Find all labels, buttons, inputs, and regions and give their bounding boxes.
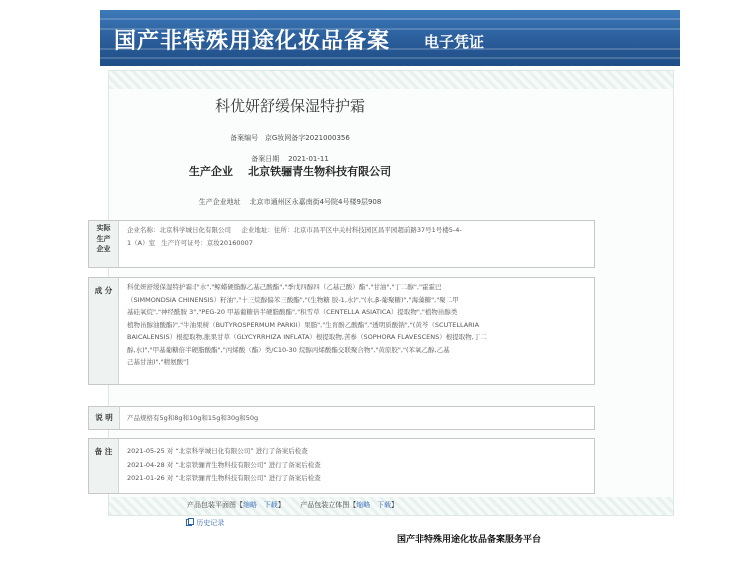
producer-address-label: 生产企业地址 [198, 198, 241, 206]
history-icon [186, 518, 194, 526]
company-address-line1: 住所：北京市昌平区中关村科技园区昌平园超前路37号1号楼5-4- [273, 226, 462, 234]
flat-package-label: 产品包装平面图 [187, 501, 236, 509]
record-date-value: 2021-01-11 [288, 155, 329, 163]
remark-entry: 2021-05-25 对 “北京科学城日化有限公司” 进行了备案后检查 [127, 447, 308, 455]
history-label[interactable]: 历史记录 [196, 519, 225, 527]
company-name-label: 企业名称： [127, 226, 160, 234]
producer-label: 生产企业 [188, 165, 233, 178]
decorative-band-top [109, 71, 673, 89]
remark-entry: 2021-01-26 对 “北京铁骊青生物科技有限公司” 进行了备案后检查 [127, 474, 321, 482]
flat-thumbnail-link[interactable]: 缩略 [243, 501, 257, 509]
ingredients-line: 基硅氧烷","神经酰胺 3","PEG-20 甲基葡糖倍半硬脂酸酯","积雪草（CENTELLA ASIATICA）提取物","植物甾醇类 [127, 308, 458, 316]
producer-name: 北京铁骊青生物科技有限公司 [248, 165, 392, 178]
producer-address-value: 北京市通州区永嘉南街4号院4号楼9层908 [249, 198, 382, 206]
company-address-label: 企业地址： [241, 226, 274, 234]
actual-producer-details [127, 224, 588, 250]
actual-producer-label: 实际 生产 企业 [89, 221, 119, 267]
solid-download-link[interactable]: 下载 [376, 501, 391, 509]
record-number-label: 备案编号 [230, 134, 259, 142]
producer-line [0, 163, 580, 179]
ingredients-line: 植物甾醇油酸酯)","牛油果树（BUTYROSPERMUM PARKII）果脂","生育酚乙酸酯","透明质酸钠","(黄芩（SCUTELLARIA [127, 320, 480, 329]
history-link[interactable] [186, 518, 224, 528]
record-date-label: 备案日期 [251, 155, 280, 163]
actual-producer-box [88, 220, 595, 268]
platform-name: 国产非特殊用途化妆品备案服务平台 [397, 535, 542, 545]
company-name: 北京科学城日化有限公司 [159, 226, 231, 234]
producer-address [0, 197, 580, 207]
ingredients-line: 科优妍舒缓保湿特护霜:["水","鲸蜡硬脂醇乙基己酸酯","季戊四醇四（乙基己酸）酯","甘油","丁二醇","霍霍巴 [127, 283, 442, 291]
ingredients-line: 己基甘油)","精氨酸"] [127, 358, 189, 366]
ingredients-line: BAICALENSIS）根提取物,胀果甘草（GLYCYRRHIZA INFLATA）根提取物,苦参（SOPHORA FLAVESCENS）根提取物,丁二 [127, 333, 487, 341]
remarks-list [127, 445, 588, 486]
ingredients-label: 成 分 [89, 278, 119, 384]
remark-entry: 2021-04-28 对 “北京铁骊青生物科技有限公司” 进行了备案后检查 [127, 460, 321, 469]
record-number-value: 京G妆网备字2021000356 [264, 134, 350, 142]
ingredients-box [88, 277, 595, 385]
description-label: 说 明 [89, 407, 120, 429]
description-box [88, 406, 595, 430]
ingredients-line: 醇,水)","甲基葡糖倍半硬脂酸酯","丙烯酸（酯）类/C10-30 烷醇丙烯酸酯交联聚合物","黄原胶","(苯氧乙醇,乙基 [127, 345, 450, 354]
record-number [0, 133, 580, 143]
license-number: 京妆20160007 [206, 239, 253, 247]
package-images-row: 产品包装平面图【缩略 下载】 产品包装立体图【缩略 下载】 [187, 501, 398, 509]
remarks-label: 备 注 [89, 439, 119, 493]
ingredients-line: （SIMMONDSIA CHINENSIS）籽油","十三烷醇偏苯三酸酯","(生物糖 胶-1,水)","(水,β-葡聚糖)","海藻糖","聚二甲 [127, 295, 459, 304]
remarks-box [88, 438, 595, 494]
banner-subtitle: 电子凭证 [424, 33, 485, 51]
ingredients-list [127, 281, 588, 369]
description-text: 产品规格有5g和8g和10g和15g和30g和50g [127, 414, 259, 422]
solid-package-label: 产品包装立体图 [300, 501, 350, 509]
company-address-line2: 1（A）室 [127, 239, 156, 247]
product-name: 科优妍舒缓保湿特护霜 [214, 97, 365, 115]
certificate-banner [100, 10, 680, 66]
license-label: 生产许可证号： [161, 239, 207, 247]
banner-title: 国产非特殊用途化妆品备案 [114, 28, 391, 54]
solid-thumbnail-link[interactable]: 缩略 [356, 501, 371, 509]
flat-download-link[interactable]: 下载 [263, 501, 278, 509]
